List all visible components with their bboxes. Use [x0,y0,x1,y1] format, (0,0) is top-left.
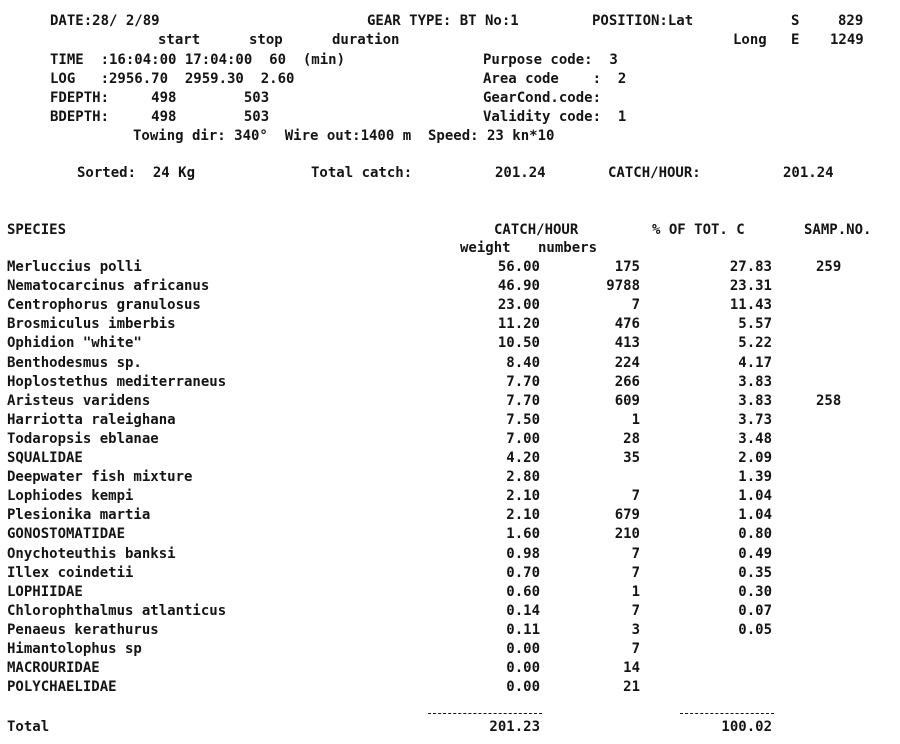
numbers-cell: 7 [631,603,640,619]
numbers-cell: 7 [631,641,640,657]
samp-cell: 258 [816,393,842,409]
weight-total-rule [428,713,542,714]
species-cell: Centrophorus granulosus [7,297,201,313]
position-label: POSITION:Lat [592,13,694,29]
weight-cell: 0.60 [506,584,540,600]
weight-cell: 46.90 [497,278,540,294]
long-direction: E [791,32,800,48]
validity-code: Validity code: 1 [483,109,627,125]
weight-cell: 11.20 [497,316,540,332]
pct-cell: 0.49 [738,546,772,562]
species-cell: GONOSTOMATIDAE [7,526,126,542]
lat-value: 829 [838,13,864,29]
weight-cell: 2.10 [506,488,540,504]
numbers-header: numbers [538,240,598,256]
lat-direction: S [791,13,800,29]
species-cell: Onychoteuthis banksi [7,546,176,562]
pct-cell: 11.43 [729,297,772,313]
species-cell: Aristeus varidens [7,393,151,409]
weight-cell: 10.50 [497,335,540,351]
date: DATE:28/ 2/89 [50,13,160,29]
numbers-cell: 175 [614,259,640,275]
pct-cell: 0.05 [738,622,772,638]
long-label: Long [733,32,767,48]
numbers-cell: 679 [614,507,640,523]
species-cell: Himantolophus sp [7,641,142,657]
weight-cell: 56.00 [497,259,540,275]
column-start: start [158,32,201,48]
pct-cell: 3.48 [738,431,772,447]
weight-cell: 23.00 [497,297,540,313]
percent-total-rule [680,713,774,714]
numbers-cell: 35 [623,450,640,466]
weight-cell: 0.00 [506,660,540,676]
pct-cell: 0.07 [738,603,772,619]
species-cell: Benthodesmus sp. [7,355,142,371]
samp-cell: 259 [816,259,842,275]
pct-cell: 5.57 [738,316,772,332]
numbers-cell: 7 [631,546,640,562]
weight-cell: 0.98 [506,546,540,562]
species-header: SPECIES [7,222,67,238]
catch-hour-value: 201.24 [783,165,834,181]
weight-cell: 8.40 [506,355,540,371]
column-stop: stop [249,32,283,48]
catch-hour-label: CATCH/HOUR: [608,165,701,181]
weight-header: weight [460,240,511,256]
percent-total-header: % OF TOT. C [652,222,745,238]
species-cell: POLYCHAELIDAE [7,679,117,695]
time-line: TIME :16:04:00 17:04:00 60 (min) [50,52,346,68]
weight-cell: 0.00 [506,679,540,695]
numbers-cell: 1 [631,584,640,600]
weight-cell: 0.11 [506,622,540,638]
species-cell: Brosmiculus imberbis [7,316,176,332]
pct-cell: 1.39 [738,469,772,485]
weight-cell: 7.00 [506,431,540,447]
numbers-cell: 1 [631,412,640,428]
pct-cell: 0.30 [738,584,772,600]
weight-cell: 2.10 [506,507,540,523]
species-cell: Hoplostethus mediterraneus [7,374,227,390]
pct-cell: 27.83 [729,259,772,275]
area-code: Area code : 2 [483,71,627,87]
weight-cell: 2.80 [506,469,540,485]
total-catch-label: Total catch: [311,165,413,181]
pct-cell: 1.04 [738,488,772,504]
pct-cell: 3.83 [738,393,772,409]
numbers-cell: 3 [631,622,640,638]
species-cell: Plesionika martia [7,507,151,523]
numbers-cell: 609 [614,393,640,409]
pct-cell: 2.09 [738,450,772,466]
numbers-cell: 7 [631,297,640,313]
long-value: 1249 [830,32,864,48]
total-percent: 100.02 [721,719,772,735]
numbers-cell: 14 [623,660,640,676]
bdepth-line: BDEPTH: 498 503 [50,109,270,125]
weight-cell: 7.70 [506,393,540,409]
pct-cell: 23.31 [729,278,772,294]
total-weight: 201.23 [489,719,540,735]
species-cell: Illex coindetii [7,565,134,581]
numbers-cell: 476 [614,316,640,332]
weight-cell: 0.00 [506,641,540,657]
pct-cell: 3.73 [738,412,772,428]
species-cell: Penaeus kerathurus [7,622,159,638]
fdepth-line: FDEPTH: 498 503 [50,90,270,106]
species-cell: Chlorophthalmus atlanticus [7,603,227,619]
numbers-cell: 210 [614,526,640,542]
weight-cell: 4.20 [506,450,540,466]
pct-cell: 0.80 [738,526,772,542]
gearcond-code: GearCond.code: [483,90,602,106]
numbers-cell: 224 [614,355,640,371]
species-cell: Ophidion "white" [7,335,142,351]
sorted-weight: Sorted: 24 Kg [77,165,196,181]
weight-cell: 1.60 [506,526,540,542]
numbers-cell: 413 [614,335,640,351]
numbers-cell: 9788 [606,278,640,294]
species-cell: Nematocarcinus africanus [7,278,210,294]
pct-cell: 1.04 [738,507,772,523]
gear-type: GEAR TYPE: BT No:1 [367,13,519,29]
numbers-cell: 28 [623,431,640,447]
total-catch-value: 201.24 [495,165,546,181]
species-cell: Lophiodes kempi [7,488,134,504]
column-duration: duration [332,32,400,48]
numbers-cell: 266 [614,374,640,390]
numbers-cell: 7 [631,488,640,504]
pct-cell: 0.35 [738,565,772,581]
weight-cell: 0.70 [506,565,540,581]
species-cell: Harriotta raleighana [7,412,176,428]
species-cell: MACROURIDAE [7,660,100,676]
pct-cell: 5.22 [738,335,772,351]
towing-line: Towing dir: 340° Wire out:1400 m Speed: 23 kn*10 [133,128,555,144]
weight-cell: 7.50 [506,412,540,428]
species-cell: Merluccius polli [7,259,142,275]
total-label: Total [7,719,50,735]
species-cell: LOPHIIDAE [7,584,83,600]
numbers-cell: 21 [623,679,640,695]
pct-cell: 3.83 [738,374,772,390]
species-cell: Deepwater fish mixture [7,469,193,485]
purpose-code: Purpose code: 3 [483,52,618,68]
sample-number-header: SAMP.NO. [804,222,872,238]
log-line: LOG :2956.70 2959.30 2.60 [50,71,295,87]
species-cell: Todaropsis eblanae [7,431,159,447]
numbers-cell: 7 [631,565,640,581]
pct-cell: 4.17 [738,355,772,371]
weight-cell: 0.14 [506,603,540,619]
weight-cell: 7.70 [506,374,540,390]
catch-hour-header: CATCH/HOUR [494,222,579,238]
species-cell: SQUALIDAE [7,450,83,466]
